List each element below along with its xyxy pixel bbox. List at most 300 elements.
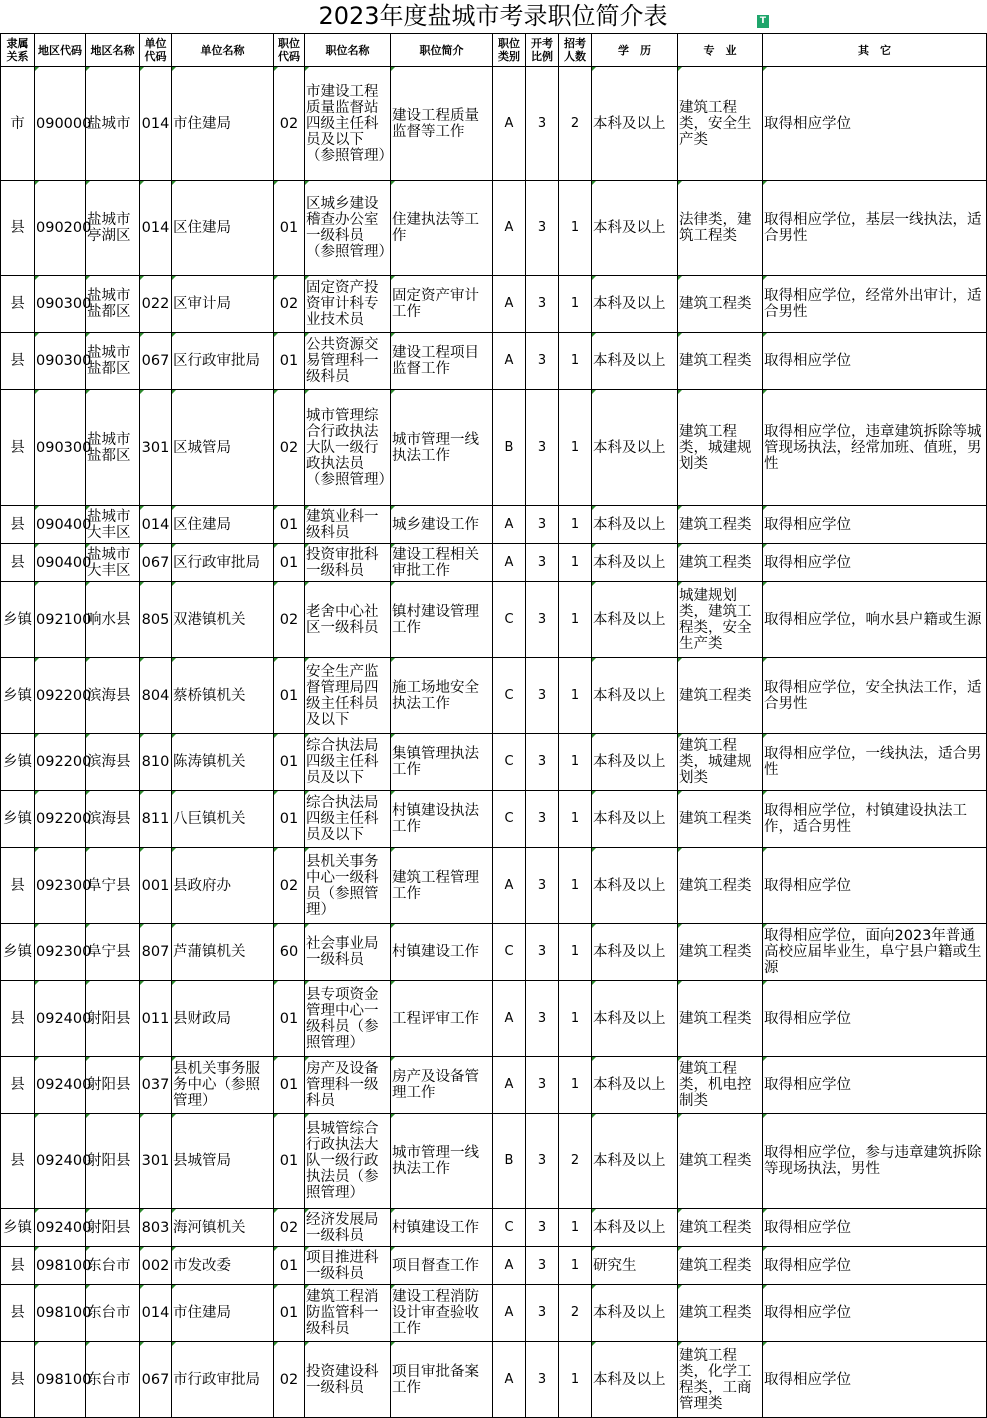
recruit-count-cell[interactable]: 1 <box>559 506 592 544</box>
education-cell[interactable]: 本科及以上 <box>592 1285 678 1342</box>
position-name-cell[interactable]: 建筑业科一级科员 <box>305 506 391 544</box>
unit-code-cell[interactable]: 002 <box>140 1247 172 1285</box>
unit-name-cell[interactable]: 陈涛镇机关 <box>172 734 274 791</box>
unit-code-cell[interactable]: 811 <box>140 791 172 848</box>
exam-ratio-cell[interactable]: 3 <box>526 582 559 658</box>
region-code-cell[interactable]: 098100 <box>35 1247 86 1285</box>
region-code-cell[interactable]: 090200 <box>35 181 86 276</box>
education-cell[interactable]: 本科及以上 <box>592 1342 678 1418</box>
recruit-count-cell[interactable]: 1 <box>559 582 592 658</box>
header-cell: 专 业 <box>678 34 763 67</box>
education-cell[interactable]: 本科及以上 <box>592 734 678 791</box>
position-code-cell[interactable]: 01 <box>274 658 305 734</box>
position-code-cell[interactable]: 01 <box>274 1057 305 1114</box>
education-cell[interactable]: 本科及以上 <box>592 276 678 333</box>
region-name-cell[interactable]: 阜宁县 <box>86 848 140 924</box>
other-cell[interactable]: 取得相应学位，经常外出审计，适合男性 <box>763 276 987 333</box>
unit-code-cell[interactable]: 803 <box>140 1209 172 1247</box>
major-cell[interactable]: 建筑工程类 <box>678 848 763 924</box>
position-code-cell[interactable]: 60 <box>274 924 305 981</box>
region-code-cell[interactable]: 092100 <box>35 582 86 658</box>
position-code-cell[interactable]: 01 <box>274 791 305 848</box>
region-code-cell[interactable]: 090300 <box>35 390 86 506</box>
exam-ratio-cell[interactable]: 3 <box>526 981 559 1057</box>
region-code-cell[interactable]: 092200 <box>35 658 86 734</box>
unit-code-cell[interactable]: 011 <box>140 981 172 1057</box>
recruit-count-cell[interactable]: 1 <box>559 390 592 506</box>
unit-code-cell[interactable]: 001 <box>140 848 172 924</box>
position-summary-cell[interactable]: 房产及设备管理工作 <box>391 1057 493 1114</box>
position-summary-cell[interactable]: 镇村建设管理工作 <box>391 582 493 658</box>
recruit-count-cell[interactable]: 2 <box>559 1114 592 1209</box>
region-name-cell[interactable]: 东台市 <box>86 1342 140 1418</box>
major-cell[interactable]: 建筑工程类 <box>678 333 763 390</box>
table-row <box>1 181 987 276</box>
recruit-count-cell[interactable]: 2 <box>559 1285 592 1342</box>
region-name-cell[interactable]: 滨海县 <box>86 791 140 848</box>
position-category-cell[interactable]: A <box>493 506 526 544</box>
region-name-cell[interactable]: 盐城市盐都区 <box>86 276 140 333</box>
position-name-cell[interactable]: 经济发展局一级科员 <box>305 1209 391 1247</box>
unit-name-cell[interactable]: 区行政审批局 <box>172 544 274 582</box>
exam-ratio-cell[interactable]: 3 <box>526 1057 559 1114</box>
exam-ratio-cell[interactable]: 3 <box>526 924 559 981</box>
education-cell[interactable]: 本科及以上 <box>592 333 678 390</box>
unit-code-cell[interactable]: 037 <box>140 1057 172 1114</box>
affiliation-cell[interactable]: 乡镇 <box>1 658 35 734</box>
unit-code-cell[interactable]: 014 <box>140 67 172 181</box>
position-summary-cell[interactable]: 村镇建设执法工作 <box>391 791 493 848</box>
affiliation-cell[interactable]: 县 <box>1 1285 35 1342</box>
major-cell[interactable]: 建筑工程类 <box>678 924 763 981</box>
unit-code-cell[interactable]: 805 <box>140 582 172 658</box>
other-cell[interactable]: 取得相应学位 <box>763 544 987 582</box>
unit-code-cell[interactable]: 014 <box>140 181 172 276</box>
exam-ratio-cell[interactable]: 3 <box>526 333 559 390</box>
major-cell[interactable]: 建筑工程类 <box>678 1209 763 1247</box>
major-cell[interactable]: 建筑工程类 <box>678 276 763 333</box>
other-cell[interactable]: 取得相应学位，村镇建设执法工作，适合男性 <box>763 791 987 848</box>
position-category-cell[interactable]: C <box>493 734 526 791</box>
position-name-cell[interactable]: 县城管综合行政执法大队一级行政执法员（参照管理） <box>305 1114 391 1209</box>
position-code-cell[interactable]: 01 <box>274 981 305 1057</box>
recruit-count-cell[interactable]: 1 <box>559 791 592 848</box>
table-row <box>1 848 987 924</box>
affiliation-cell[interactable]: 乡镇 <box>1 1209 35 1247</box>
major-cell[interactable]: 建筑工程类 <box>678 791 763 848</box>
position-summary-cell[interactable]: 建设工程消防设计审查验收工作 <box>391 1285 493 1342</box>
region-name-cell[interactable]: 盐城市大丰区 <box>86 506 140 544</box>
affiliation-cell[interactable]: 县 <box>1 181 35 276</box>
position-category-cell[interactable]: A <box>493 544 526 582</box>
major-cell[interactable]: 法律类，建筑工程类 <box>678 181 763 276</box>
position-summary-cell[interactable]: 固定资产审计工作 <box>391 276 493 333</box>
position-summary-cell[interactable]: 建设工程项目监督工作 <box>391 333 493 390</box>
position-category-cell[interactable]: A <box>493 1057 526 1114</box>
major-cell[interactable]: 建筑工程类，化学工程类，工商管理类 <box>678 1342 763 1418</box>
position-summary-cell[interactable]: 工程评审工作 <box>391 981 493 1057</box>
unit-code-cell[interactable]: 810 <box>140 734 172 791</box>
position-code-cell[interactable]: 02 <box>274 276 305 333</box>
position-summary-cell[interactable]: 建设工程相关审批工作 <box>391 544 493 582</box>
major-cell[interactable]: 建筑工程类 <box>678 506 763 544</box>
region-code-cell[interactable]: 092300 <box>35 848 86 924</box>
position-name-cell[interactable]: 区城乡建设稽查办公室一级科员（参照管理） <box>305 181 391 276</box>
position-name-cell[interactable]: 社会事业局一级科员 <box>305 924 391 981</box>
affiliation-cell[interactable]: 乡镇 <box>1 791 35 848</box>
position-category-cell[interactable]: A <box>493 1247 526 1285</box>
unit-code-cell[interactable]: 022 <box>140 276 172 333</box>
region-code-cell[interactable]: 098100 <box>35 1342 86 1418</box>
region-code-cell[interactable]: 090300 <box>35 333 86 390</box>
position-code-cell[interactable]: 01 <box>274 1114 305 1209</box>
education-cell[interactable]: 本科及以上 <box>592 390 678 506</box>
other-cell[interactable]: 取得相应学位 <box>763 67 987 181</box>
page-title: 2023年度盐城市考录职位简介表 <box>318 2 668 30</box>
unit-code-cell[interactable]: 804 <box>140 658 172 734</box>
region-code-cell[interactable]: 092200 <box>35 791 86 848</box>
position-code-cell[interactable]: 02 <box>274 1209 305 1247</box>
table-row <box>1 276 987 333</box>
other-cell[interactable]: 取得相应学位 <box>763 1209 987 1247</box>
header-cell: 开考比例 <box>526 34 559 67</box>
unit-name-cell[interactable]: 蔡桥镇机关 <box>172 658 274 734</box>
education-cell[interactable]: 本科及以上 <box>592 506 678 544</box>
affiliation-cell[interactable]: 县 <box>1 276 35 333</box>
recruit-count-cell[interactable]: 1 <box>559 181 592 276</box>
major-cell[interactable]: 建筑工程类 <box>678 1285 763 1342</box>
region-name-cell[interactable]: 射阳县 <box>86 1209 140 1247</box>
region-code-cell[interactable]: 090400 <box>35 506 86 544</box>
unit-name-cell[interactable]: 区行政审批局 <box>172 333 274 390</box>
position-summary-cell[interactable]: 村镇建设工作 <box>391 1209 493 1247</box>
position-name-cell[interactable]: 综合执法局四级主任科员及以下 <box>305 791 391 848</box>
unit-name-cell[interactable]: 区审计局 <box>172 276 274 333</box>
position-name-cell[interactable]: 项目推进科一级科员 <box>305 1247 391 1285</box>
position-code-cell[interactable]: 01 <box>274 544 305 582</box>
unit-name-cell[interactable]: 市住建局 <box>172 67 274 181</box>
other-cell[interactable]: 取得相应学位，响水县户籍或生源 <box>763 582 987 658</box>
other-cell[interactable]: 取得相应学位 <box>763 1285 987 1342</box>
position-code-cell[interactable]: 02 <box>274 582 305 658</box>
affiliation-cell[interactable]: 县 <box>1 1247 35 1285</box>
unit-name-cell[interactable]: 区住建局 <box>172 506 274 544</box>
position-name-cell[interactable]: 县机关事务中心一级科员（参照管理） <box>305 848 391 924</box>
region-name-cell[interactable]: 盐城市亭湖区 <box>86 181 140 276</box>
major-cell[interactable]: 建筑工程类 <box>678 544 763 582</box>
region-name-cell[interactable]: 盐城市盐都区 <box>86 390 140 506</box>
exam-ratio-cell[interactable]: 3 <box>526 1285 559 1342</box>
position-name-cell[interactable]: 投资审批科一级科员 <box>305 544 391 582</box>
table-row <box>1 734 987 791</box>
position-category-cell[interactable]: C <box>493 658 526 734</box>
position-category-cell[interactable]: A <box>493 276 526 333</box>
other-cell[interactable]: 取得相应学位，安全执法工作，适合男性 <box>763 658 987 734</box>
education-cell[interactable]: 本科及以上 <box>592 544 678 582</box>
position-category-cell[interactable]: A <box>493 1342 526 1418</box>
position-name-cell[interactable]: 安全生产监督管理局四级主任科员及以下 <box>305 658 391 734</box>
region-name-cell[interactable]: 射阳县 <box>86 981 140 1057</box>
header-cell: 职位简介 <box>391 34 493 67</box>
affiliation-cell[interactable]: 县 <box>1 1114 35 1209</box>
position-summary-cell[interactable]: 村镇建设工作 <box>391 924 493 981</box>
exam-ratio-cell[interactable]: 3 <box>526 658 559 734</box>
unit-name-cell[interactable]: 双港镇机关 <box>172 582 274 658</box>
position-name-cell[interactable]: 公共资源交易管理科一级科员 <box>305 333 391 390</box>
unit-code-cell[interactable]: 014 <box>140 506 172 544</box>
text-format-icon[interactable]: T <box>757 15 769 28</box>
unit-name-cell[interactable]: 海河镇机关 <box>172 1209 274 1247</box>
major-cell[interactable]: 建筑工程类 <box>678 658 763 734</box>
major-cell[interactable]: 建筑工程类，城建规划类 <box>678 734 763 791</box>
position-summary-cell[interactable]: 住建执法等工作 <box>391 181 493 276</box>
education-cell[interactable]: 本科及以上 <box>592 1209 678 1247</box>
region-name-cell[interactable]: 盐城市 <box>86 67 140 181</box>
recruit-count-cell[interactable]: 1 <box>559 981 592 1057</box>
table-row <box>1 544 987 582</box>
other-cell[interactable]: 取得相应学位，违章建筑拆除等城管现场执法，经常加班、值班，男性 <box>763 390 987 506</box>
position-category-cell[interactable]: C <box>493 1209 526 1247</box>
position-name-cell[interactable]: 城市管理综合行政执法大队一级行政执法员（参照管理） <box>305 390 391 506</box>
unit-name-cell[interactable]: 区城管局 <box>172 390 274 506</box>
position-name-cell[interactable]: 房产及设备管理科一级科员 <box>305 1057 391 1114</box>
region-code-cell[interactable]: 092400 <box>35 1114 86 1209</box>
other-cell[interactable]: 取得相应学位，一线执法，适合男性 <box>763 734 987 791</box>
exam-ratio-cell[interactable]: 3 <box>526 544 559 582</box>
region-code-cell[interactable]: 090400 <box>35 544 86 582</box>
position-name-cell[interactable]: 投资建设科一级科员 <box>305 1342 391 1418</box>
unit-code-cell[interactable]: 301 <box>140 1114 172 1209</box>
unit-code-cell[interactable]: 301 <box>140 390 172 506</box>
unit-code-cell[interactable]: 014 <box>140 1285 172 1342</box>
exam-ratio-cell[interactable]: 3 <box>526 506 559 544</box>
recruit-count-cell[interactable]: 1 <box>559 924 592 981</box>
other-cell[interactable]: 取得相应学位，基层一线执法，适合男性 <box>763 181 987 276</box>
other-cell[interactable]: 取得相应学位 <box>763 1342 987 1418</box>
exam-ratio-cell[interactable]: 3 <box>526 734 559 791</box>
position-category-cell[interactable]: A <box>493 181 526 276</box>
region-name-cell[interactable]: 响水县 <box>86 582 140 658</box>
region-code-cell[interactable]: 098100 <box>35 1285 86 1342</box>
region-name-cell[interactable]: 滨海县 <box>86 734 140 791</box>
affiliation-cell[interactable]: 乡镇 <box>1 582 35 658</box>
positions-table <box>0 33 987 1418</box>
exam-ratio-cell[interactable]: 3 <box>526 1209 559 1247</box>
position-summary-cell[interactable]: 建筑工程管理工作 <box>391 848 493 924</box>
unit-name-cell[interactable]: 县政府办 <box>172 848 274 924</box>
education-cell[interactable]: 本科及以上 <box>592 1114 678 1209</box>
position-code-cell[interactable]: 01 <box>274 734 305 791</box>
position-category-cell[interactable]: C <box>493 791 526 848</box>
region-code-cell[interactable]: 090000 <box>35 67 86 181</box>
position-category-cell[interactable]: C <box>493 924 526 981</box>
exam-ratio-cell[interactable]: 3 <box>526 1342 559 1418</box>
position-category-cell[interactable]: C <box>493 582 526 658</box>
education-cell[interactable]: 本科及以上 <box>592 67 678 181</box>
affiliation-cell[interactable]: 县 <box>1 1342 35 1418</box>
unit-code-cell[interactable]: 067 <box>140 544 172 582</box>
header-cell: 地区名称 <box>86 34 140 67</box>
region-code-cell[interactable]: 090300 <box>35 276 86 333</box>
position-name-cell[interactable]: 市建设工程质量监督站四级主任科员及以下（参照管理） <box>305 67 391 181</box>
major-cell[interactable]: 城建规划类，建筑工程类，安全生产类 <box>678 582 763 658</box>
region-code-cell[interactable]: 092400 <box>35 1057 86 1114</box>
other-cell[interactable]: 取得相应学位 <box>763 848 987 924</box>
position-name-cell[interactable]: 建筑工程消防监管科一级科员 <box>305 1285 391 1342</box>
education-cell[interactable]: 本科及以上 <box>592 1057 678 1114</box>
table-row <box>1 506 987 544</box>
position-summary-cell[interactable]: 城市管理一线执法工作 <box>391 390 493 506</box>
unit-name-cell[interactable]: 芦蒲镇机关 <box>172 924 274 981</box>
unit-name-cell[interactable]: 区住建局 <box>172 181 274 276</box>
recruit-count-cell[interactable]: 1 <box>559 658 592 734</box>
exam-ratio-cell[interactable]: 3 <box>526 848 559 924</box>
region-name-cell[interactable]: 射阳县 <box>86 1114 140 1209</box>
unit-name-cell[interactable]: 市住建局 <box>172 1285 274 1342</box>
unit-name-cell[interactable]: 市行政审批局 <box>172 1342 274 1418</box>
education-cell[interactable]: 研究生 <box>592 1247 678 1285</box>
header-cell: 隶属关系 <box>1 34 35 67</box>
unit-name-cell[interactable]: 市发改委 <box>172 1247 274 1285</box>
other-cell[interactable]: 取得相应学位 <box>763 981 987 1057</box>
unit-code-cell[interactable]: 067 <box>140 1342 172 1418</box>
unit-name-cell[interactable]: 县城管局 <box>172 1114 274 1209</box>
position-name-cell[interactable]: 综合执法局四级主任科员及以下 <box>305 734 391 791</box>
position-summary-cell[interactable]: 城乡建设工作 <box>391 506 493 544</box>
affiliation-cell[interactable]: 县 <box>1 1057 35 1114</box>
affiliation-cell[interactable]: 县 <box>1 506 35 544</box>
position-name-cell[interactable]: 县专项资金管理中心一级科员（参照管理） <box>305 981 391 1057</box>
position-code-cell[interactable]: 01 <box>274 181 305 276</box>
position-category-cell[interactable]: A <box>493 333 526 390</box>
other-cell[interactable]: 取得相应学位 <box>763 506 987 544</box>
header-cell: 职位类别 <box>493 34 526 67</box>
position-summary-cell[interactable]: 项目审批备案工作 <box>391 1342 493 1418</box>
exam-ratio-cell[interactable]: 3 <box>526 181 559 276</box>
affiliation-cell[interactable]: 乡镇 <box>1 734 35 791</box>
education-cell[interactable]: 本科及以上 <box>592 791 678 848</box>
position-code-cell[interactable]: 02 <box>274 67 305 181</box>
region-name-cell[interactable]: 射阳县 <box>86 1057 140 1114</box>
other-cell[interactable]: 取得相应学位 <box>763 1247 987 1285</box>
exam-ratio-cell[interactable]: 3 <box>526 1247 559 1285</box>
position-code-cell[interactable]: 02 <box>274 1342 305 1418</box>
affiliation-cell[interactable]: 县 <box>1 848 35 924</box>
exam-ratio-cell[interactable]: 3 <box>526 276 559 333</box>
exam-ratio-cell[interactable]: 3 <box>526 67 559 181</box>
education-cell[interactable]: 本科及以上 <box>592 924 678 981</box>
unit-name-cell[interactable]: 县财政局 <box>172 981 274 1057</box>
exam-ratio-cell[interactable]: 3 <box>526 791 559 848</box>
recruit-count-cell[interactable]: 1 <box>559 544 592 582</box>
position-category-cell[interactable]: A <box>493 1285 526 1342</box>
region-name-cell[interactable]: 滨海县 <box>86 658 140 734</box>
major-cell[interactable]: 建筑工程类 <box>678 1114 763 1209</box>
unit-name-cell[interactable]: 八巨镇机关 <box>172 791 274 848</box>
position-category-cell[interactable]: A <box>493 848 526 924</box>
position-summary-cell[interactable]: 集镇管理执法工作 <box>391 734 493 791</box>
major-cell[interactable]: 建筑工程类，机电控制类 <box>678 1057 763 1114</box>
affiliation-cell[interactable]: 县 <box>1 390 35 506</box>
other-cell[interactable]: 取得相应学位，参与违章建筑拆除等现场执法，男性 <box>763 1114 987 1209</box>
recruit-count-cell[interactable]: 1 <box>559 734 592 791</box>
recruit-count-cell[interactable]: 1 <box>559 1057 592 1114</box>
affiliation-cell[interactable]: 市 <box>1 67 35 181</box>
table-row <box>1 658 987 734</box>
position-summary-cell[interactable]: 建设工程质量监督等工作 <box>391 67 493 181</box>
header-cell: 单位代码 <box>140 34 172 67</box>
position-name-cell[interactable]: 老舍中心社区一级科员 <box>305 582 391 658</box>
table-row <box>1 1342 987 1418</box>
position-category-cell[interactable]: B <box>493 390 526 506</box>
region-name-cell[interactable]: 盐城市大丰区 <box>86 544 140 582</box>
major-cell[interactable]: 建筑工程类，城建规划类 <box>678 390 763 506</box>
region-code-cell[interactable]: 092400 <box>35 981 86 1057</box>
other-cell[interactable]: 取得相应学位 <box>763 333 987 390</box>
position-category-cell[interactable]: B <box>493 1114 526 1209</box>
recruit-count-cell[interactable]: 1 <box>559 848 592 924</box>
header-row <box>1 34 987 67</box>
position-code-cell[interactable]: 02 <box>274 848 305 924</box>
other-cell[interactable]: 取得相应学位，面向2023年普通高校应届毕业生，阜宁县户籍或生源 <box>763 924 987 981</box>
position-code-cell[interactable]: 01 <box>274 333 305 390</box>
affiliation-cell[interactable]: 县 <box>1 981 35 1057</box>
exam-ratio-cell[interactable]: 3 <box>526 1114 559 1209</box>
recruit-count-cell[interactable]: 1 <box>559 1209 592 1247</box>
exam-ratio-cell[interactable]: 3 <box>526 390 559 506</box>
region-name-cell[interactable]: 东台市 <box>86 1247 140 1285</box>
position-name-cell[interactable]: 固定资产投资审计科专业技术员 <box>305 276 391 333</box>
recruit-count-cell[interactable]: 1 <box>559 1247 592 1285</box>
region-code-cell[interactable]: 092300 <box>35 924 86 981</box>
unit-name-cell[interactable]: 县机关事务服务中心（参照管理） <box>172 1057 274 1114</box>
region-name-cell[interactable]: 阜宁县 <box>86 924 140 981</box>
position-category-cell[interactable]: A <box>493 67 526 181</box>
other-cell[interactable]: 取得相应学位 <box>763 1057 987 1114</box>
region-code-cell[interactable]: 092400 <box>35 1209 86 1247</box>
major-cell[interactable]: 建筑工程类 <box>678 981 763 1057</box>
affiliation-cell[interactable]: 乡镇 <box>1 924 35 981</box>
affiliation-cell[interactable]: 县 <box>1 333 35 390</box>
major-cell[interactable]: 建筑工程类，安全生产类 <box>678 67 763 181</box>
position-code-cell[interactable]: 01 <box>274 1247 305 1285</box>
recruit-count-cell[interactable]: 1 <box>559 1342 592 1418</box>
unit-code-cell[interactable]: 807 <box>140 924 172 981</box>
affiliation-cell[interactable]: 县 <box>1 544 35 582</box>
education-cell[interactable]: 本科及以上 <box>592 658 678 734</box>
position-summary-cell[interactable]: 项目督查工作 <box>391 1247 493 1285</box>
position-code-cell[interactable]: 01 <box>274 506 305 544</box>
position-code-cell[interactable]: 02 <box>274 390 305 506</box>
education-cell[interactable]: 本科及以上 <box>592 848 678 924</box>
recruit-count-cell[interactable]: 2 <box>559 67 592 181</box>
recruit-count-cell[interactable]: 1 <box>559 333 592 390</box>
region-name-cell[interactable]: 盐城市盐都区 <box>86 333 140 390</box>
position-summary-cell[interactable]: 施工场地安全执法工作 <box>391 658 493 734</box>
education-cell[interactable]: 本科及以上 <box>592 981 678 1057</box>
unit-code-cell[interactable]: 067 <box>140 333 172 390</box>
table-body <box>1 67 987 1418</box>
education-cell[interactable]: 本科及以上 <box>592 181 678 276</box>
education-cell[interactable]: 本科及以上 <box>592 582 678 658</box>
position-summary-cell[interactable]: 城市管理一线执法工作 <box>391 1114 493 1209</box>
region-name-cell[interactable]: 东台市 <box>86 1285 140 1342</box>
region-code-cell[interactable]: 092200 <box>35 734 86 791</box>
position-code-cell[interactable]: 01 <box>274 1285 305 1342</box>
position-category-cell[interactable]: A <box>493 981 526 1057</box>
major-cell[interactable]: 建筑工程类 <box>678 1247 763 1285</box>
recruit-count-cell[interactable]: 1 <box>559 276 592 333</box>
